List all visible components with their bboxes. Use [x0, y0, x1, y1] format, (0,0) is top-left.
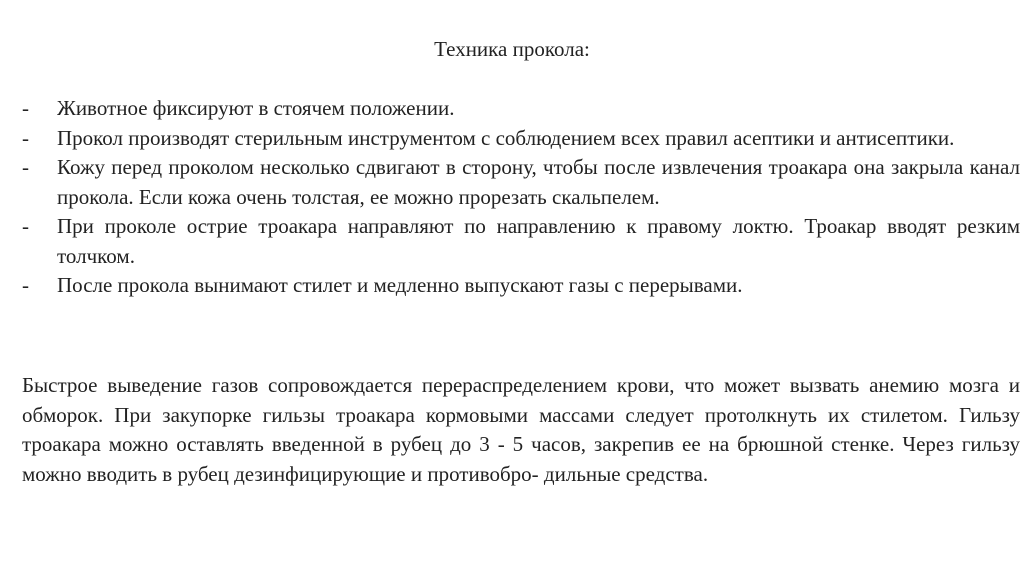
bullet-text: Животное фиксируют в стоячем положении. — [57, 96, 455, 120]
bullet-marker: - — [22, 96, 29, 120]
bullet-text: Кожу перед проколом несколько сдвигают в сторону, чтобы после извлечения троакара она закрыла канал прокола. Если кожа очень толстая, ее можно прорезать скальпелем. — [57, 155, 1020, 209]
bullet-item — [22, 271, 1020, 301]
bullet-marker: - — [22, 214, 29, 238]
slide-title: Техника прокола: — [434, 37, 590, 61]
bullet-text: Прокол производят стерильным инструментом с соблюдением всех правил асептики и антисептики. — [57, 125, 955, 150]
bullet-text: После прокола вынимают стилет и медленно выпускают газы с перерывами. — [57, 273, 743, 297]
bullet-item — [22, 212, 1020, 271]
bullet-text: При проколе острие троакара направляют по направлению к правому локтю. Троакар вводят резким толчком. — [57, 214, 1020, 268]
bullet-marker: - — [22, 155, 29, 179]
body-paragraph: Быстрое выведение газов сопровождается перераспределением крови, что может вызвать анемию мозга и обморок. При закупорке гильзы троакара кормовыми массами следует протолкнуть их стилетом. Гильзу троакара можно оставлять введенной в рубец до 3 - 5 часов, закрепив ее на брюшной стенке. Через гильзу можно вводить в рубец дезинфицирующие и противобро- дильные средства. — [22, 373, 1020, 486]
bullet-marker: - — [22, 273, 29, 297]
bullet-item — [22, 94, 1020, 124]
bullet-item — [22, 124, 1020, 154]
bullet-item — [22, 153, 1020, 212]
bullet-list — [22, 94, 1020, 301]
bullet-marker: - — [22, 125, 29, 150]
